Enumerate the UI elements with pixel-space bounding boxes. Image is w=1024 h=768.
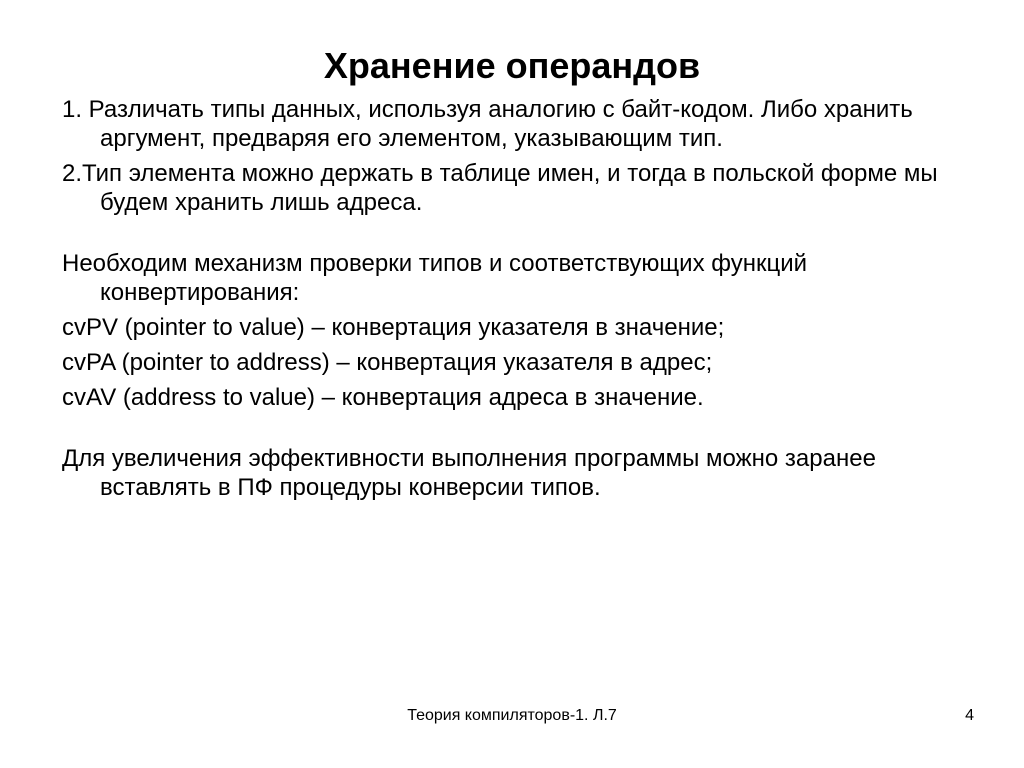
paragraph-cvpv: cvPV (pointer to value) – конвертация указателя в значение;: [62, 314, 725, 341]
paragraph-type-check-mechanism: Необходим механизм проверки типов и соответствующих функций конвертирования:: [62, 250, 808, 306]
paragraph-efficiency: Для увеличения эффективности выполнения программы можно заранее вставлять в ПФ процедуры конверсии типов.: [62, 445, 876, 501]
paragraph-type-distinction: 1. Различать типы данных, используя аналогию с байт-кодом. Либо хранить аргумент, предваряя его элементом, указывающим тип.: [62, 96, 913, 152]
paragraph-name-table: 2.Тип элемента можно держать в таблице имен, и тогда в польской форме мы будем хранить лишь адреса.: [62, 160, 938, 216]
paragraph-cvav: cvAV (address to value) – конвертация адреса в значение.: [62, 384, 704, 411]
page-number: 4: [965, 707, 974, 724]
slide-title: Хранение операндов: [323, 45, 701, 86]
slide-body: [62, 95, 972, 508]
slide-footer: Теория компиляторов-1. Л.7: [407, 707, 617, 724]
paragraph-cvpa: cvPA (pointer to address) – конвертация указателя в адрес;: [62, 349, 713, 376]
